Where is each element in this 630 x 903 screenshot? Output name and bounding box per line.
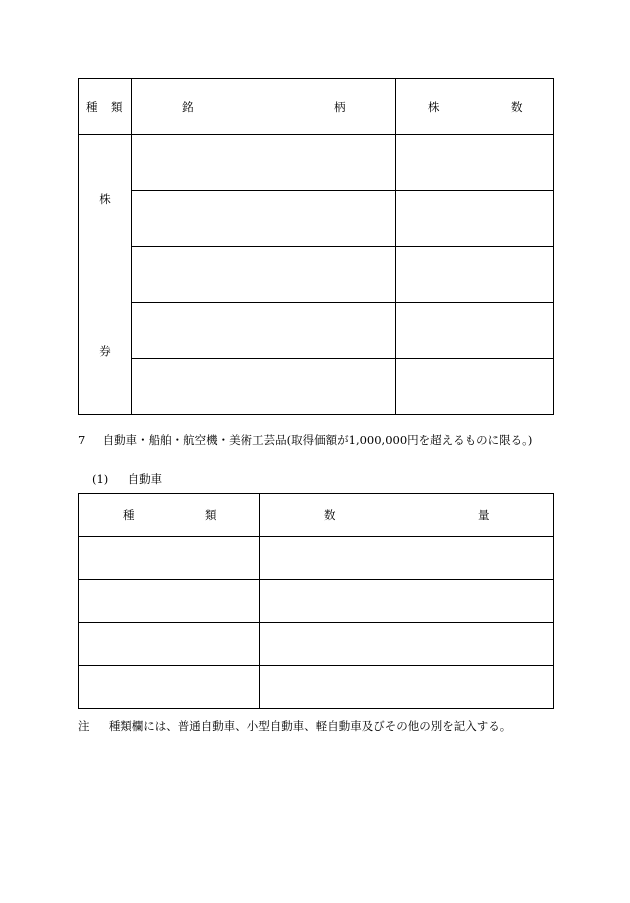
vehicle-kind-header-cell (79, 494, 260, 537)
vehicle-quantity-header-cell (260, 494, 554, 537)
count-header-cell (396, 79, 554, 135)
section-7-heading (78, 432, 532, 448)
vehicle-quantity-cell[interactable] (260, 666, 554, 709)
brand-header-char-1: 銘 (182, 99, 194, 114)
stock-table (78, 78, 554, 415)
subsection-1-number: (1) (92, 472, 109, 486)
section-7-title: 自動車・船舶・航空機・美術工芸品(取得価額が1,000,000円を超えるものに限る。) (102, 433, 533, 447)
kind-label-top: 株 (99, 192, 111, 206)
count-header-char-2: 数 (511, 99, 523, 114)
vehicle-table (78, 493, 554, 709)
kind-cell-stock-certificate (79, 135, 132, 415)
vehicle-row (79, 666, 554, 709)
vehicle-quantity-cell[interactable] (260, 537, 554, 580)
vehicle-kind-cell[interactable] (79, 537, 260, 580)
brand-cell[interactable] (132, 247, 396, 303)
count-header-char-1: 株 (428, 99, 440, 114)
vehicle-table-header-row (79, 494, 554, 537)
count-cell[interactable] (396, 303, 554, 359)
stock-row (79, 303, 554, 359)
brand-cell[interactable] (132, 135, 396, 191)
stock-row (79, 191, 554, 247)
brand-cell[interactable] (132, 191, 396, 247)
subsection-1-heading (92, 471, 162, 487)
kind-header-char-1: 種 (86, 99, 98, 114)
vehicle-quantity-header-char-2: 量 (478, 508, 490, 522)
brand-header-char-2: 柄 (334, 99, 346, 114)
vehicle-table-note (78, 718, 511, 734)
kind-header-char-2: 類 (111, 99, 123, 114)
note-text: 種類欄には、普通自動車、小型自動車、軽自動車及びその他の別を記入する。 (108, 719, 512, 733)
note-label: 注 (78, 719, 90, 733)
vehicle-kind-cell[interactable] (79, 580, 260, 623)
vehicle-kind-header-char-2: 類 (205, 508, 217, 522)
brand-cell[interactable] (132, 359, 396, 415)
vehicle-quantity-header-char-1: 数 (324, 508, 336, 522)
stock-table-header-row (79, 79, 554, 135)
vehicle-kind-header-char-1: 種 (123, 508, 135, 522)
count-cell[interactable] (396, 247, 554, 303)
stock-row (79, 359, 554, 415)
section-7-number: 7 (78, 433, 86, 447)
subsection-1-title: 自動車 (127, 472, 163, 486)
vehicle-quantity-cell[interactable] (260, 580, 554, 623)
brand-cell[interactable] (132, 303, 396, 359)
vehicle-kind-cell[interactable] (79, 666, 260, 709)
vehicle-kind-cell[interactable] (79, 623, 260, 666)
vehicle-row (79, 623, 554, 666)
brand-header-cell (132, 79, 396, 135)
vehicle-row (79, 537, 554, 580)
vehicle-quantity-cell[interactable] (260, 623, 554, 666)
kind-header-cell (79, 79, 132, 135)
stock-row (79, 247, 554, 303)
count-cell[interactable] (396, 359, 554, 415)
kind-label-bottom: 券 (99, 344, 111, 358)
count-cell[interactable] (396, 135, 554, 191)
count-cell[interactable] (396, 191, 554, 247)
vehicle-row (79, 580, 554, 623)
stock-row (79, 135, 554, 191)
